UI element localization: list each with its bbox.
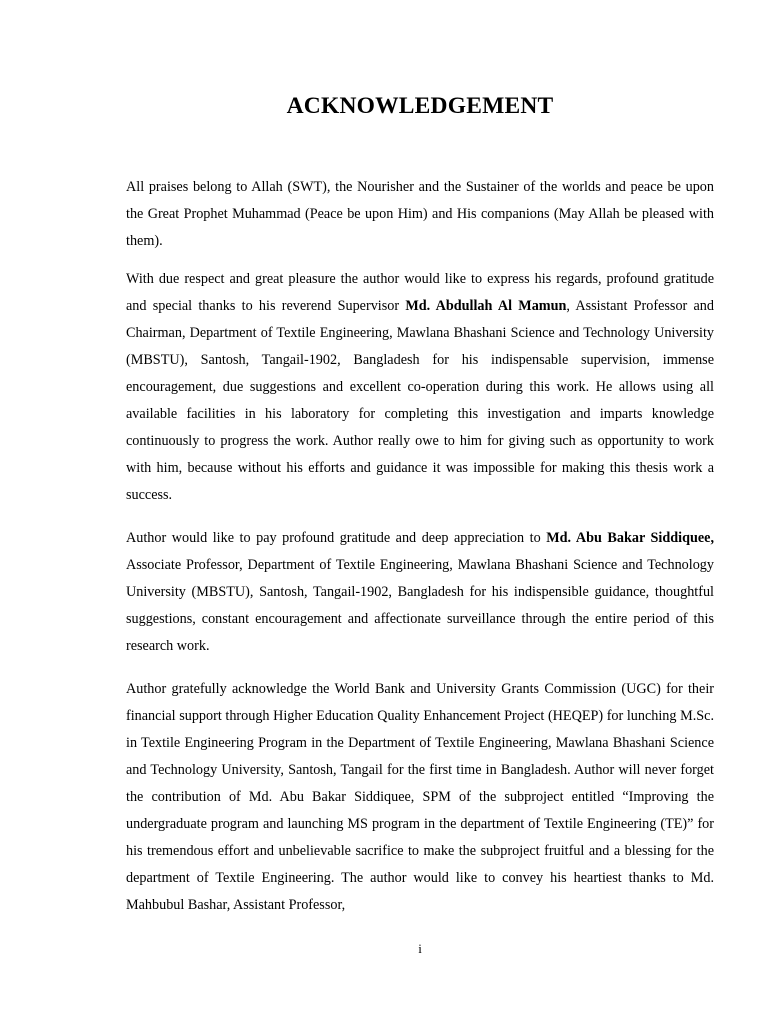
paragraph-1-text: All praises belong to Allah (SWT), the Nourisher and the Sustainer of the worlds and peace be upon the Great Prophet Muhammad (Peace be upon Him) and His companions (May Allah be pleased with them). bbox=[126, 179, 714, 249]
co-supervisor-name: Md. Abu Bakar Siddiquee, bbox=[546, 530, 714, 546]
paragraph-2 bbox=[126, 266, 714, 509]
supervisor-name: Md. Abdullah Al Mamun bbox=[405, 298, 567, 314]
paragraph-3 bbox=[126, 525, 714, 660]
page-number: i bbox=[418, 941, 422, 956]
paragraph-4 bbox=[126, 676, 714, 919]
paragraph-2-text-a: With due respect and great pleasure the author would like to express his regards, profound gratitude and special thanks to his reverend Supervisor bbox=[126, 271, 714, 314]
page-title: ACKNOWLEDGEMENT bbox=[286, 93, 554, 119]
paragraph-1 bbox=[126, 174, 714, 255]
paragraph-4-text: Author gratefully acknowledge the World Bank and University Grants Commission (UGC) for their financial support through Higher Education Quality Enhancement Project (HEQEP) for lunching M.Sc. in Textile Engineering Program in the Department of Textile Engineering, Mawlana Bhashani Science and Technology University, Santosh, Tangail for the first time in Bangladesh. Author will never forget the contribution of Md. Abu Bakar Siddiquee, SPM of the subproject entitled “Improving the undergraduate program and launching MS program in the department of Textile Engineering (TE)” for his tremendous effort and unbelievable sacrifice to make the subproject fruitful and a blessing for the department of Textile Engineering. The author would like to convey his heartiest thanks to Md. Mahbubul Bashar, Assistant Professor, bbox=[126, 681, 714, 913]
paragraph-3-text-b: Associate Professor, Department of Textile Engineering, Mawlana Bhashani Science and Technology University (MBSTU), Santosh, Tangail-1902, Bangladesh for his indispensible guidance, thoughtful suggestions, constant encouragement and affectionate surveillance through the entire period of this research work. bbox=[126, 557, 714, 654]
paragraph-3-text-a: Author would like to pay profound gratitude and deep appreciation to bbox=[126, 530, 547, 546]
body-text bbox=[126, 174, 714, 919]
paragraph-2-text-b: , Assistant Professor and Chairman, Department of Textile Engineering, Mawlana Bhashani Science and Technology University (MBSTU), Santosh, Tangail-1902, Bangladesh for his indispensable supervision, immense encouragement, due suggestions and excellent co-operation during this work. He allows using all available facilities in his laboratory for completing this investigation and imparts knowledge continuously to progress the work. Author really owe to him for giving such as opportunity to work with him, because without his efforts and guidance it was impossible for making this thesis work a success. bbox=[126, 298, 714, 503]
